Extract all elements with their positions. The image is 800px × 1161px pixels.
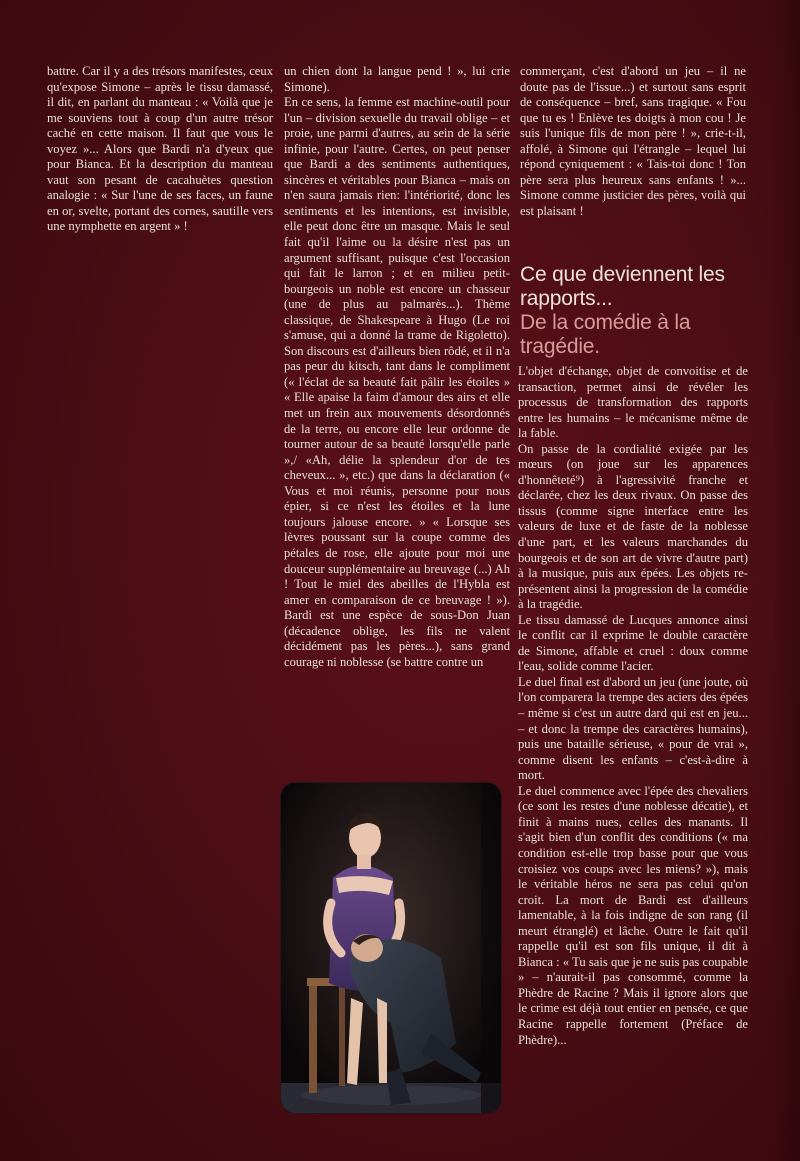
section-heading xyxy=(520,263,750,359)
heading-line-1: Ce que deviennent les rapports... xyxy=(520,263,725,310)
column-1 xyxy=(47,64,273,235)
heading-line-2: De la comédie à la tragédie. xyxy=(520,311,691,358)
page-edge-shadow xyxy=(770,0,800,1161)
stage-photo xyxy=(281,783,501,1113)
col3-top-paragraph: commerçant, c'est d'abord un jeu – il ne doute pas de l'issue...) et surtout sans esprit de conséquence – bref, sans tragique. « Fou que tu es ! Enlève tes doigts à mon cou ! Je suis l'unique fils de mon père ! », crie-t-il, affolé, à Simone qui l'étrangle – lequel lui répond cyniquement : « Tais-toi donc ! Ton père sera plus heureux sans enfants ! »... Simone comme justicier des pères, voilà qui est plaisant ! xyxy=(520,64,746,218)
column-3-top xyxy=(520,64,746,219)
col2-paragraph-1: un chien dont la langue pend ! », lui crie Simone). xyxy=(284,64,510,94)
column-3-bottom xyxy=(518,364,748,1048)
column-2 xyxy=(284,64,510,670)
col2-paragraph-2: En ce sens, la femme est machine-outil pour l'un – division sexuelle du travail oblige – et proie, une parmi d'autres, au sein de la série infinie, pour l'autre. Certes, on peut penser que Bardi a des sentiments authentiques, sincères et véritables pour Bianca – mais on n'en saura jamais rien: l'intériorité, donc les sentiments et les intentions, est invisible, elle peut donc être un masque. Mais le seul fait qu'il l'aime ou la désire n'est pas un argument suffisant, puisque c'est l'occasion qui fait le larron ; et en milieu petit-bourgeois un noble est encore un chasseur (une de plus au palmarès...). Thème classique, de Shakespeare à Hugo (Le roi s'amuse, qui a donné la trame de Rigoletto). Son discours est d'ailleurs bien rôdé, et il n'a pas peur du kitsch, tant dans le compliment (« l'éclat de sa beauté fait pâlir les étoiles » « Elle apaise la faim d'amour des airs et elle met un frein aux mouvements désordonnés de la terre, ou encore elle leur ordonne de tourner autour de sa beauté lorsqu'elle parle »,/ «Ah, délie la splendeur d'or de tes cheveux... », etc.) que dans la déclaration (« Vous et moi réunis, personne pour nous épier, si ce n'est les étoiles et la lune toujours jalouse encore. » « Lorsque ses lèvres poussant sur la coupe comme des pétales de rose, elle ajoute pour moi une douceur supplémentaire au breuvage (...) Ah ! Tout le miel des abeilles de l'Hybla est amer en comparaison de ce breuvage ! »). Bardi est une espèce de sous-Don Juan (décadence oblige, les fils ne valent décidément pas les pères...), sans grand courage ni noblesse (se battre contre un xyxy=(284,95,510,669)
opera-scene-illustration xyxy=(281,783,501,1113)
col3-paragraph-2: On passe de la cordialité exigée par les mœurs (on joue sur les apparences d'honnêteté⁹) à l'agressivité franche et déclarée, chez les deux rivaux. On passe des tissus (comme signe interface entre les valeurs de luxe et de faste de la noblesse d'une part, et les valeurs marchandes du bourgeois et de son art de vivre d'autre part) à la musique, puis aux épées. Les objets re-présentent ainsi la progression de la comédie à la tragédie. xyxy=(518,441,748,612)
col3-paragraph-5: Le duel commence avec l'épée des chevaliers (ce sont les restes d'une noblesse décatie), et finit à mains nues, celles des manants. Il s'agit bien d'un conflit des conditions (« ma condition est-elle trop basse pour que vous croisiez vos coups avec les miens? »), mais le véritable héros ne sera pas celui qu'on croit. La mort de Bardi est d'ailleurs lamentable, à la fois indigne de son rang (il meurt étranglé) et lâche. Outre le fait qu'il rappelle qu'il est son fils unique, il dit à Bianca : « Tu sais que je ne suis pas coupable » – n'aurait-il pas consommé, comme la Phèdre de Racine ? Mais il ignore alors que le crime est déjà tout entier en pensée, ce que Racine rappelle fortement (Préface de Phèdre)... xyxy=(518,783,748,1047)
col3-paragraph-3: Le tissu damassé de Lucques annonce ainsi le conflit car il exprime le double caractère de Simone, affable et cruel : doux comme l'eau, solide comme l'acier. xyxy=(518,612,748,674)
col3-paragraph-1: L'objet d'échange, objet de convoitise et de transaction, permet ainsi de révéler les processus de transformation des rapports entre les humains – le mécanisme même de la fable. xyxy=(518,364,748,441)
col1-paragraph-1: battre. Car il y a des trésors manifestes, ceux qu'expose Simone – après le tissu damassé, il dit, en parlant du manteau : « Voilà que je me souviens tout à coup d'un autre trésor caché en cette maison. Il faut que vous le voyez »... Alors que Bardi n'a d'yeux que pour Bianca. Et la description du manteau vaut son pesant de cacahuètes question analogie : « Sur l'une de ses faces, un faune en or, svelte, portant des cornes, sautille vers une nymphette en argent » ! xyxy=(47,64,273,234)
col3-paragraph-4: Le duel final est d'abord un jeu (une joute, où l'on comparera la trempe des aciers des épées – même si c'est un autre dard qui est en jeu... – et donc la trempe des caractères humains), puis une bataille sérieuse, « pour de vrai », comme disent les enfants – c'est-à-dire à mort. xyxy=(518,674,748,783)
